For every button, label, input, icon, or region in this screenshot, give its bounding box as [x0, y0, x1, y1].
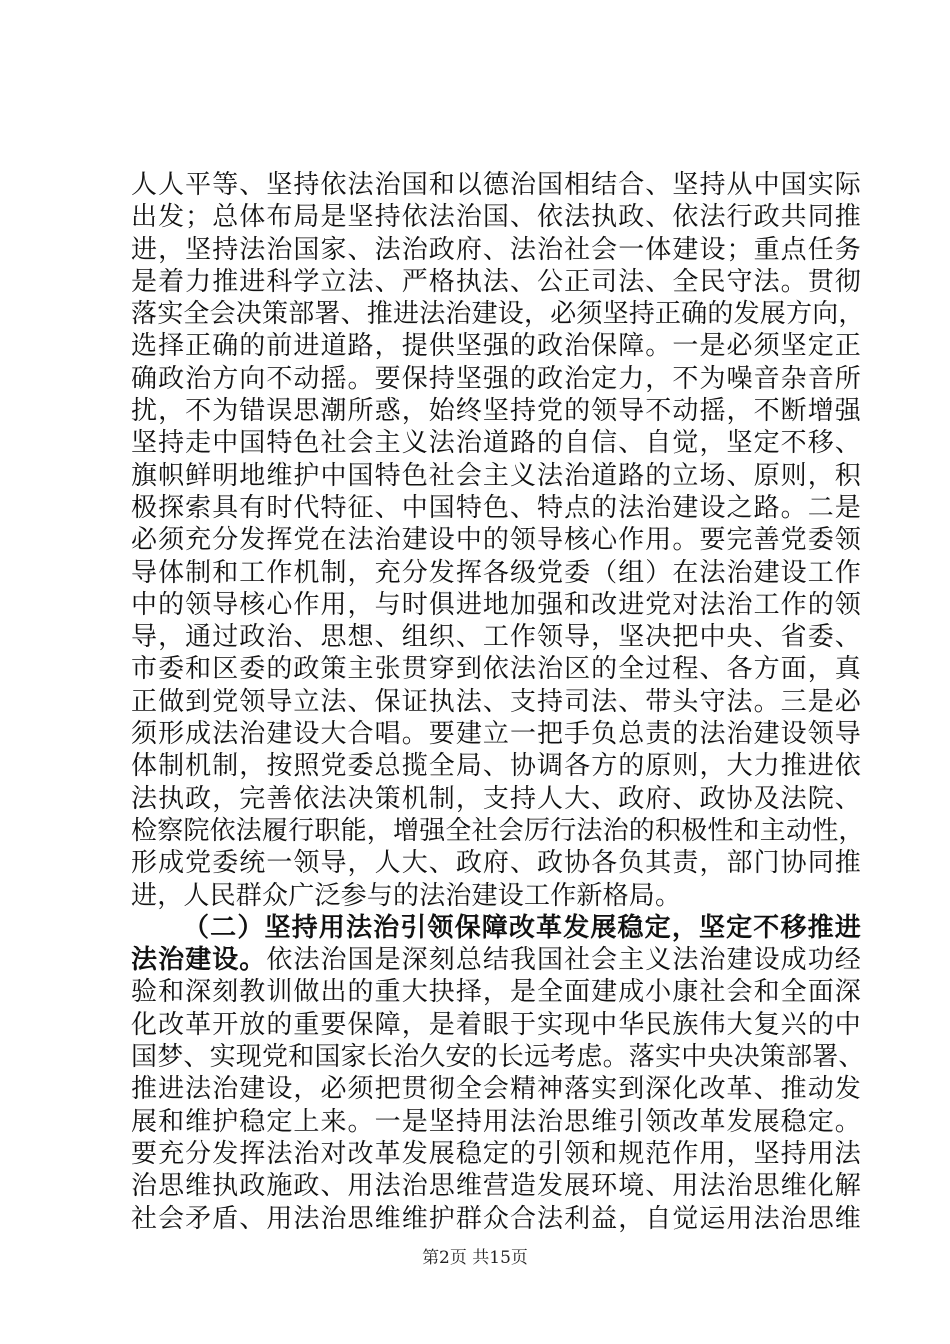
text-line: 出发；总体布局是坚持依法治国、依法执政、依法行政共同推 — [131, 202, 861, 233]
text-span: 依法治国是深刻总结我国社会主义法治建设成功经 — [266, 945, 861, 976]
document-body — [131, 169, 865, 1235]
page-footer: 第2页 共15页 — [422, 1248, 528, 1268]
text-line: 市委和区委的政策主张贯穿到依法治区的全过程、各方面，真 — [131, 654, 861, 685]
text-line: 须形成法治建设大合唱。要建立一把手负总责的法治建设领导 — [131, 719, 861, 750]
text-line: 中的领导核心作用，与时俱进地加强和改进党对法治工作的领 — [131, 589, 861, 620]
text-line: 社会矛盾、用法治思维维护群众合法利益，自觉运用法治思维 — [131, 1203, 861, 1234]
text-line: 体制机制，按照党委总揽全局、协调各方的原则，大力推进依 — [131, 751, 861, 782]
text-line: 导，通过政治、思想、组织、工作领导，坚决把中央、省委、 — [131, 622, 861, 653]
section-heading: （二）坚持用法治引领保障改革发展稳定，坚定不移推进 — [183, 912, 861, 943]
text-line: 导体制和工作机制，充分发挥各级党委（组）在法治建设工作 — [131, 557, 861, 588]
text-line: 验和深刻教训做出的重大抉择，是全面建成小康社会和全面深 — [131, 977, 861, 1008]
text-line: 旗帜鲜明地维护中国特色社会主义法治道路的立场、原则，积 — [131, 460, 861, 491]
text-line: 推进法治建设，必须把贯彻全会精神落实到深化改革、推动发 — [131, 1074, 861, 1105]
text-line: 落实全会决策部署、推进法治建设，必须坚持正确的发展方向， — [131, 299, 865, 330]
text-line: 检察院依法履行职能，增强全社会厉行法治的积极性和主动性， — [131, 815, 865, 846]
text-line: 形成党委统一领导，人大、政府、政协各负其责，部门协同推 — [131, 848, 861, 879]
text-line: 选择正确的前进道路，提供坚强的政治保障。一是必须坚定正 — [131, 331, 861, 362]
text-line: 坚持走中国特色社会主义法治道路的自信、自觉，坚定不移、 — [131, 428, 861, 459]
text-line: 法执政，完善依法决策机制，支持人大、政府、政协及法院、 — [131, 783, 861, 814]
text-line: 正做到党领导立法、保证执法、支持司法、带头守法。三是必 — [131, 686, 861, 717]
text-line: 进，人民群众广泛参与的法治建设工作新格局。 — [131, 880, 682, 911]
text-line: 扰，不为错误思潮所惑，始终坚持党的领导不动摇，不断增强 — [131, 396, 861, 427]
text-line: 治思维执政施政、用法治思维营造发展环境、用法治思维化解 — [131, 1171, 861, 1202]
text-line: 国梦、实现党和国家长治久安的长远考虑。落实中央决策部署、 — [131, 1042, 865, 1073]
text-line: 确政治方向不动摇。要保持坚强的政治定力，不为噪音杂音所 — [131, 363, 861, 394]
text-line: 化改革开放的重要保障，是着眼于实现中华民族伟大复兴的中 — [131, 1009, 861, 1040]
text-line: 是着力推进科学立法、严格执法、公正司法、全民守法。贯彻 — [131, 266, 861, 297]
text-line: 必须充分发挥党在法治建设中的领导核心作用。要完善党委领 — [131, 525, 861, 556]
text-line: 要充分发挥法治对改革发展稳定的引领和规范作用，坚持用法 — [131, 1138, 861, 1169]
text-line: 极探索具有时代特征、中国特色、特点的法治建设之路。二是 — [131, 492, 861, 523]
text-line: 进，坚持法治国家、法治政府、法治社会一体建设；重点任务 — [131, 234, 861, 265]
text-line: 展和维护稳定上来。一是坚持用法治思维引领改革发展稳定。 — [131, 1106, 861, 1137]
text-line — [131, 944, 861, 976]
section-heading-continued: 法治建设。 — [131, 945, 267, 976]
text-line: 人人平等、坚持依法治国和以德治国相结合、坚持从中国实际 — [131, 170, 861, 200]
